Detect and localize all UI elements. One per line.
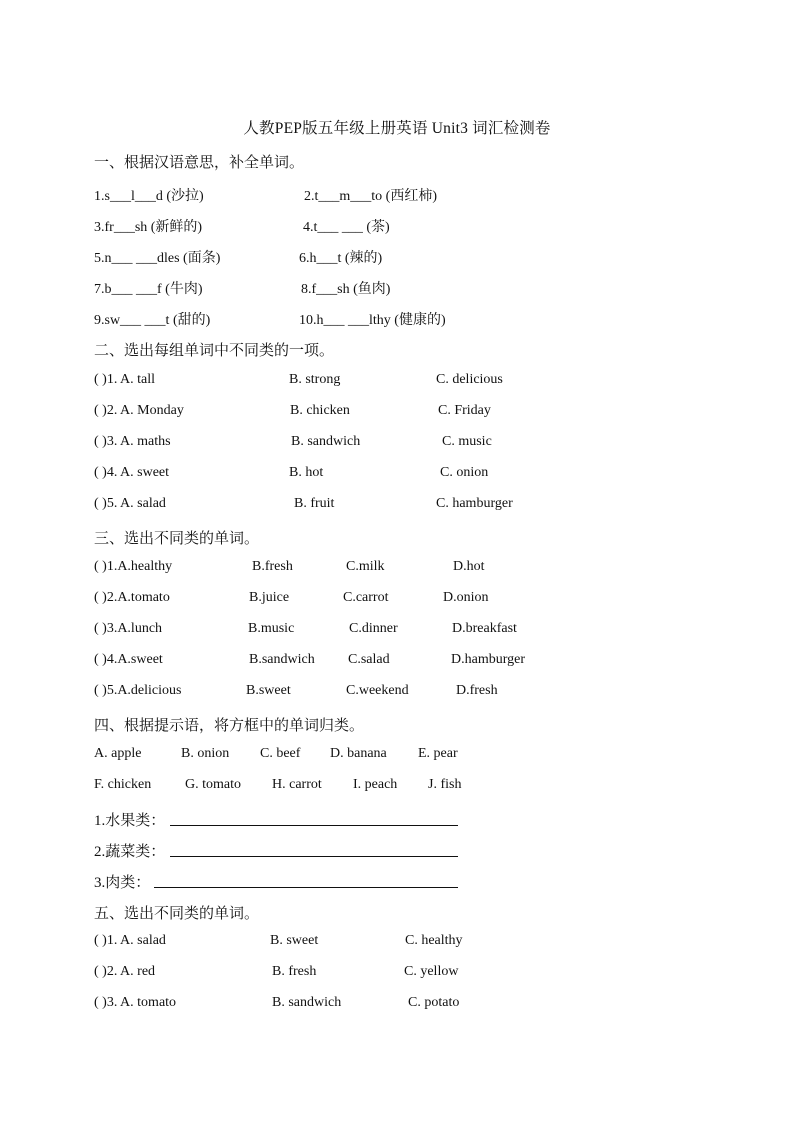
category-fruit-answer-line[interactable] <box>170 824 458 826</box>
option-c: C. hamburger <box>436 496 513 511</box>
option-c: C. potato <box>408 995 460 1010</box>
option-c: C.dinner <box>349 621 398 636</box>
question-stem: ( )1. A. salad <box>94 933 166 948</box>
fill-item-8: 8.f___sh (鱼肉) <box>301 282 391 297</box>
page-title: 人教PEP版五年级上册英语 Unit3 词汇检测卷 <box>243 120 551 137</box>
question-stem: ( )1. A. tall <box>94 372 156 387</box>
fill-item-7: 7.b___ ___f (牛肉) <box>94 282 203 297</box>
option-b: B. hot <box>289 465 324 480</box>
option-c: C.salad <box>348 652 390 667</box>
question-stem: ( )2. A. red <box>94 964 156 979</box>
fill-item-1: 1.s___l___d (沙拉) <box>94 189 204 204</box>
word-option: B. onion <box>181 746 230 761</box>
fill-item-6: 6.h___t (辣的) <box>299 251 383 266</box>
option-c: C. healthy <box>405 933 463 948</box>
fill-item-5: 5.n___ ___dles (面条) <box>94 251 221 266</box>
question-stem: ( )1.A.healthy <box>94 559 173 574</box>
fill-item-3: 3.fr___sh (新鲜的) <box>94 220 203 235</box>
fill-item-10: 10.h___ ___lthy (健康的) <box>299 313 446 328</box>
option-c: C.weekend <box>346 683 409 698</box>
question-stem: ( )2. A. Monday <box>94 403 184 418</box>
question-stem: ( )5. A. salad <box>94 496 166 511</box>
category-vegetable-answer-line[interactable] <box>170 855 458 857</box>
option-b: B.juice <box>249 590 290 605</box>
category-meat-answer-line[interactable] <box>154 886 458 888</box>
question-stem: ( )4. A. sweet <box>94 465 170 480</box>
option-b: B.sandwich <box>249 652 315 667</box>
section-1-heading: 一、根据汉语意思，补全单词。 <box>94 155 305 171</box>
fill-item-2: 2.t___m___to (西红柿) <box>304 189 437 204</box>
option-b: B. fresh <box>272 964 317 979</box>
fill-item-4: 4.t___ ___ (茶) <box>303 220 390 235</box>
option-d: D.onion <box>443 590 489 605</box>
option-c: C. music <box>442 434 492 449</box>
option-c: C. Friday <box>438 403 491 418</box>
option-d: D.fresh <box>456 683 498 698</box>
word-option: H. carrot <box>272 777 322 792</box>
option-b: B. chicken <box>290 403 350 418</box>
question-stem: ( )3.A.lunch <box>94 621 163 636</box>
word-option: D. banana <box>330 746 387 761</box>
section-3-heading: 三、选出不同类的单词。 <box>94 531 260 547</box>
fill-item-9: 9.sw___ ___t (甜的) <box>94 313 211 328</box>
section-2-heading: 二、选出每组单词中不同类的一项。 <box>94 343 335 359</box>
option-b: B.music <box>248 621 295 636</box>
category-fruit-label: 1.水果类： <box>94 813 166 829</box>
category-meat-label: 3.肉类： <box>94 875 151 891</box>
option-c: C.milk <box>346 559 385 574</box>
option-b: B. sandwich <box>291 434 361 449</box>
option-b: B. sandwich <box>272 995 342 1010</box>
word-option: I. peach <box>353 777 398 792</box>
option-c: C.carrot <box>343 590 389 605</box>
option-b: B.sweet <box>246 683 291 698</box>
option-d: D.hot <box>453 559 485 574</box>
section-5-heading: 五、选出不同类的单词。 <box>94 906 260 922</box>
word-option: A. apple <box>94 746 142 761</box>
option-b: B.fresh <box>252 559 293 574</box>
word-option: C. beef <box>260 746 301 761</box>
category-vegetable-label: 2.蔬菜类： <box>94 844 166 860</box>
word-option: E. pear <box>418 746 458 761</box>
option-b: B. strong <box>289 372 341 387</box>
section-4-heading: 四、根据提示语，将方框中的单词归类。 <box>94 718 365 734</box>
question-stem: ( )2.A.tomato <box>94 590 170 605</box>
option-d: D.hamburger <box>451 652 525 667</box>
option-b: B. fruit <box>294 496 335 511</box>
option-c: C. onion <box>440 465 489 480</box>
question-stem: ( )3. A. tomato <box>94 995 177 1010</box>
option-c: C. delicious <box>436 372 503 387</box>
option-c: C. yellow <box>404 964 459 979</box>
question-stem: ( )3. A. maths <box>94 434 171 449</box>
option-b: B. sweet <box>270 933 319 948</box>
word-option: F. chicken <box>94 777 152 792</box>
option-d: D.breakfast <box>452 621 517 636</box>
question-stem: ( )5.A.delicious <box>94 683 182 698</box>
word-option: J. fish <box>428 777 462 792</box>
question-stem: ( )4.A.sweet <box>94 652 163 667</box>
word-option: G. tomato <box>185 777 241 792</box>
